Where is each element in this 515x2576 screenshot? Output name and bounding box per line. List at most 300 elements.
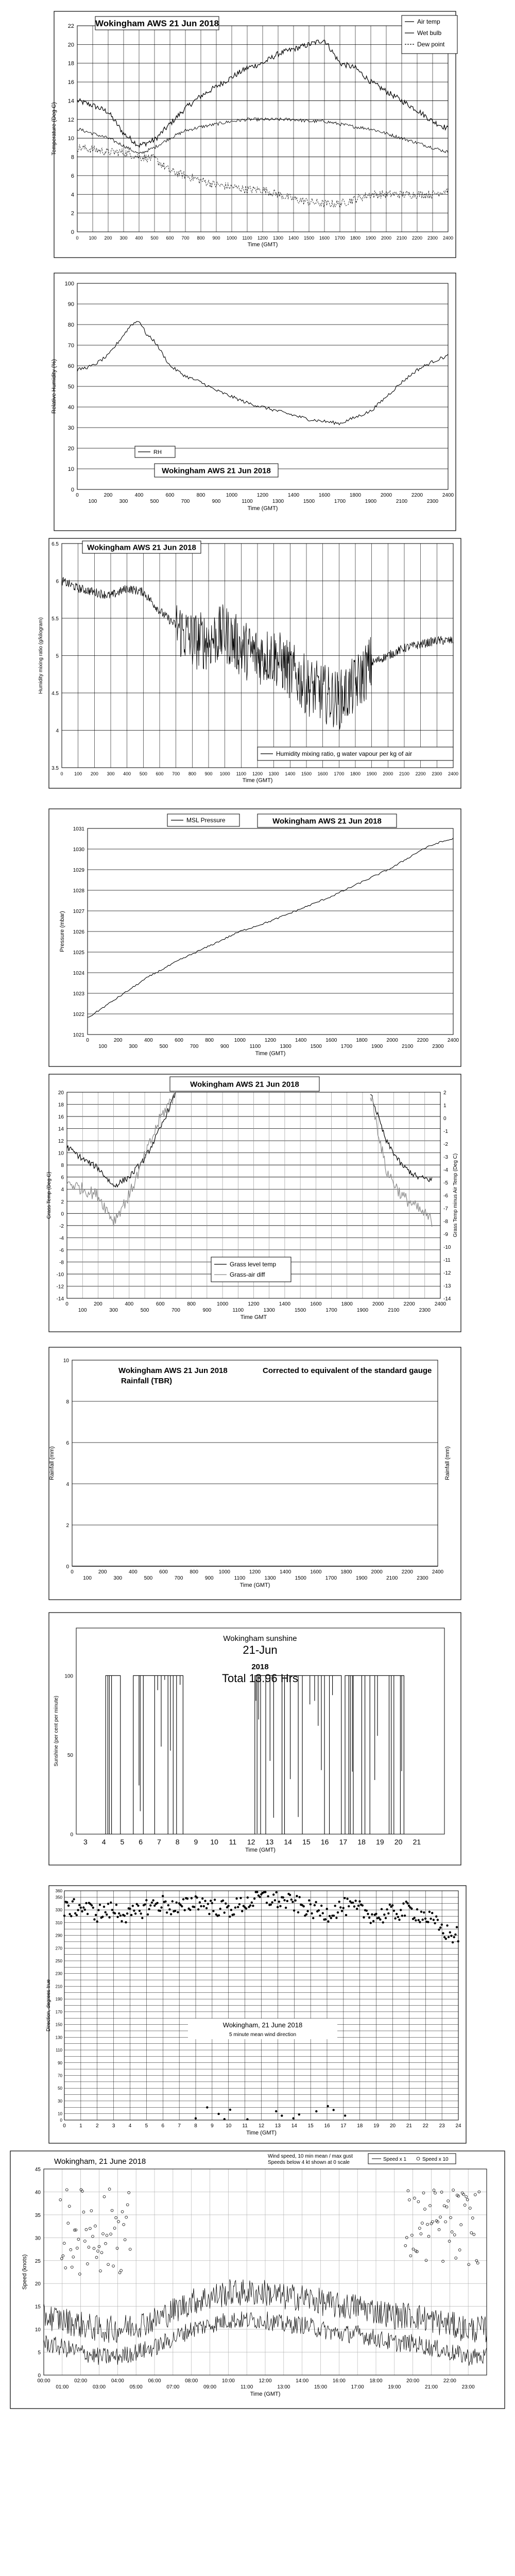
direction-point (419, 1921, 421, 1923)
direction-point (379, 1919, 381, 1921)
humidity-chart (51, 273, 456, 531)
x-tick-label: 17 (340, 2123, 347, 2129)
x-tick-label: 1700 (334, 235, 346, 241)
direction-point (352, 1902, 354, 1904)
direction-point (182, 1898, 184, 1900)
direction-point (420, 1911, 422, 1913)
y-tick-label: 330 (55, 1908, 62, 1913)
direction-point (214, 1899, 216, 1901)
direction-point (189, 1909, 191, 1911)
x-tick-label: 100 (83, 1575, 92, 1581)
x-tick-label: 23 (439, 2123, 445, 2129)
x-tick-label: 16:00 (332, 2378, 346, 2384)
y-tick-label: 4 (56, 728, 59, 734)
x-tick-label: 1000 (218, 1569, 230, 1575)
x-tick-label: 6 (139, 1838, 143, 1846)
direction-point (235, 1897, 237, 1900)
direction-point (327, 2105, 329, 2107)
y-tick-label: 270 (55, 1946, 62, 1951)
x-tick-label: 1300 (272, 235, 284, 241)
direction-point (181, 1905, 183, 1907)
x-tick-label: 200 (113, 1038, 123, 1043)
direction-point (144, 1903, 146, 1905)
y-tick-label: -12 (56, 1284, 64, 1290)
x-tick-label: 15 (302, 1838, 311, 1846)
direction-point (119, 1914, 122, 1917)
direction-point (84, 1909, 86, 1911)
direction-point (92, 1907, 94, 1909)
direction-point (237, 1906, 239, 1908)
x-tick-label: 0 (65, 1301, 68, 1307)
direction-point (110, 1902, 112, 1904)
x-tick-label: 18 (357, 1838, 366, 1846)
chart-title: Wokingham AWS 21 Jun 2018 (272, 817, 382, 826)
direction-point (141, 1917, 143, 1919)
direction-point (225, 1903, 227, 1905)
direction-point (439, 1926, 441, 1928)
x-tick-label: 5 (120, 1838, 125, 1846)
x-tick-label: 11 (229, 1838, 237, 1846)
direction-point (230, 1909, 232, 1911)
x-tick-label: 600 (165, 493, 175, 498)
direction-point (371, 1913, 373, 1916)
x-tick-label: 2000 (386, 1038, 398, 1043)
x-tick-label: 0 (71, 1569, 74, 1575)
y-tick-label-right: -11 (443, 1258, 451, 1263)
direction-point (381, 1908, 383, 1910)
x-tick-label: 1400 (288, 235, 299, 241)
x-tick-label: 2400 (448, 771, 459, 776)
chart-frame (10, 2151, 505, 2409)
legend-label: Dew point (417, 41, 445, 48)
y-axis-label: Temperature (Deg C) (51, 102, 57, 156)
y-tick-label: 210 (55, 1984, 62, 1989)
y-tick-label: 6.5 (52, 541, 59, 547)
y-tick-label: 0 (66, 1564, 69, 1570)
y-tick-label: 4 (71, 192, 74, 198)
y-tick-label: 18 (67, 60, 74, 67)
x-tick-label: 2400 (432, 1569, 444, 1575)
direction-point (256, 1891, 258, 1893)
direction-point (162, 1895, 164, 1897)
x-tick-label: 200 (104, 493, 113, 498)
x-tick-label: 1000 (226, 235, 237, 241)
direction-point (370, 1922, 372, 1924)
direction-point (446, 1924, 448, 1926)
y-tick-label: 8 (71, 154, 74, 161)
y-axis-label-right: Rainfall (mm) (444, 1446, 451, 1480)
x-tick-label: 2100 (388, 1308, 400, 1313)
x-axis-label: Time (GMT) (239, 1582, 270, 1588)
y-tick-label: 15 (35, 2304, 41, 2310)
x-tick-label: 2100 (386, 1575, 398, 1581)
y-tick-label: 30 (35, 2235, 41, 2242)
y-tick-label: 100 (64, 1673, 73, 1680)
direction-point (396, 1913, 398, 1915)
y-tick-label: 0 (71, 229, 74, 235)
direction-point (404, 1914, 406, 1917)
legend-label: Speed x 10 (422, 2157, 449, 2162)
direction-point (383, 1913, 385, 1916)
y-tick-label: 1030 (73, 847, 84, 853)
x-tick-label: 3 (83, 1838, 88, 1846)
chart-frame (54, 11, 456, 258)
y-tick-label: 10 (67, 135, 74, 142)
y-tick-label-right: -7 (443, 1206, 448, 1212)
direction-point (164, 1901, 166, 1903)
y-tick-label: 10 (58, 2111, 62, 2116)
x-tick-label: 3 (112, 2123, 115, 2129)
y-tick-label: 10 (58, 1150, 64, 1157)
x-tick-label: 1500 (303, 499, 315, 504)
direction-point (170, 1913, 172, 1915)
direction-point (105, 1911, 107, 1913)
y-tick-label: 5 (38, 2350, 41, 2356)
direction-point (70, 1915, 72, 1917)
y-tick-label-right: -8 (443, 1219, 448, 1225)
y-tick-label: 1021 (73, 1032, 84, 1038)
y-tick-label: 4.5 (52, 691, 59, 697)
y-tick-label: 1031 (73, 826, 84, 832)
x-tick-label: 1800 (356, 1038, 368, 1043)
y-tick-label: 20 (67, 42, 74, 48)
chart-frame (49, 1074, 461, 1332)
x-tick-label: 1900 (365, 235, 376, 241)
chart-date: 21-Jun (243, 1643, 278, 1656)
x-tick-label: 13 (274, 2123, 281, 2129)
y-tick-label: 70 (58, 2073, 62, 2078)
x-tick-label: 600 (175, 1038, 183, 1043)
direction-point (428, 1911, 431, 1913)
x-tick-label: 800 (188, 771, 196, 776)
direction-point (168, 1908, 170, 1910)
direction-point (101, 1916, 104, 1918)
x-tick-label: 1600 (319, 235, 330, 241)
y-tick-label: 1024 (73, 971, 84, 976)
x-tick-label: 0 (86, 1038, 89, 1043)
x-tick-label: 600 (159, 1569, 168, 1575)
x-tick-label: 900 (220, 1044, 229, 1049)
x-tick-label: 15 (307, 2123, 314, 2129)
y-tick-label: 130 (55, 2035, 62, 2040)
direction-point (229, 1916, 231, 1918)
direction-point (278, 1901, 280, 1903)
x-tick-label: 700 (171, 1308, 180, 1313)
chart-title: Wokingham AWS 21 Jun 2018 (95, 19, 219, 29)
x-tick-label: 15:00 (314, 2384, 328, 2390)
x-tick-label: 1 (79, 2123, 82, 2129)
x-tick-label: 21 (413, 1838, 421, 1846)
x-tick-label: 10 (210, 1838, 218, 1846)
direction-point (174, 1910, 176, 1912)
direction-point (441, 1924, 443, 1926)
y-tick-label: 5.5 (52, 616, 59, 622)
direction-point (356, 1908, 358, 1910)
x-tick-label: 0 (60, 771, 63, 776)
direction-point (66, 1901, 68, 1903)
x-tick-label: 19 (376, 1838, 384, 1846)
x-tick-label: 900 (212, 499, 221, 504)
direction-point (285, 1907, 287, 1909)
direction-point (140, 1912, 142, 1914)
x-tick-label: 1800 (349, 493, 362, 498)
direction-point (107, 1903, 109, 1905)
legend-label: Speed x 1 (383, 2157, 407, 2162)
direction-point (342, 1907, 345, 1909)
direction-point (314, 1904, 316, 1906)
x-tick-label: 20:00 (406, 2378, 420, 2384)
direction-point (415, 1919, 417, 1921)
direction-point (160, 1906, 162, 1908)
direction-point (279, 1905, 281, 1907)
direction-point (139, 1910, 141, 1912)
y-tick-label-right: -9 (443, 1232, 448, 1238)
chart-subtitle: Wind speed, 10 min mean / max gust (268, 2154, 353, 2159)
y-tick-label: 20 (58, 1090, 64, 1096)
direction-point (270, 1904, 272, 1906)
direction-point (103, 1906, 105, 1908)
y-tick-label-right: -13 (443, 1283, 451, 1289)
direction-point (333, 1914, 335, 1917)
x-tick-label: 1400 (279, 1301, 291, 1307)
x-tick-label: 500 (140, 1308, 149, 1313)
direction-point (450, 1935, 452, 1937)
direction-point (311, 1912, 313, 1914)
direction-point (433, 1919, 435, 1921)
direction-point (133, 1909, 135, 1911)
direction-point (272, 1893, 274, 1895)
x-tick-label: 1300 (280, 1044, 291, 1049)
x-tick-label: 12 (258, 2123, 265, 2129)
y-tick-label: 0 (70, 1832, 73, 1838)
x-tick-label: 06:00 (148, 2378, 161, 2384)
direction-point (205, 1907, 208, 1909)
direction-point (431, 1912, 433, 1914)
x-tick-label: 2400 (442, 235, 454, 241)
direction-point (295, 1900, 297, 1902)
direction-point (229, 2109, 231, 2111)
y-tick-label: 0 (60, 2118, 62, 2123)
direction-point (219, 1908, 221, 1910)
x-tick-label: 2200 (415, 771, 426, 776)
direction-point (289, 1894, 291, 1896)
x-tick-label: 1900 (371, 1044, 383, 1049)
x-tick-label: 800 (196, 493, 205, 498)
x-axis-label: Time (GMT) (250, 2391, 281, 2397)
direction-point (437, 1919, 439, 1921)
direction-point (367, 1913, 369, 1915)
direction-point (152, 1899, 154, 1901)
x-tick-label: 13 (265, 1838, 274, 1846)
direction-point (78, 1904, 80, 1906)
x-tick-label: 500 (139, 771, 147, 776)
direction-point (382, 1921, 384, 1923)
x-axis-label: Time GMT (240, 1314, 267, 1320)
direction-point (153, 1905, 156, 1907)
x-tick-label: 100 (98, 1044, 107, 1049)
direction-point (176, 1902, 178, 1904)
y-axis-label: Grass Temp (Deg C) (46, 1172, 52, 1219)
direction-point (297, 1911, 299, 1913)
direction-point (208, 1913, 210, 1915)
x-tick-label: 16 (320, 1838, 329, 1846)
x-tick-label: 1100 (242, 499, 253, 504)
wind-speed-chart (10, 2151, 505, 2409)
x-tick-label: 200 (94, 1301, 102, 1307)
direction-point (418, 1919, 420, 1921)
direction-point (339, 1906, 341, 1908)
direction-point (238, 1903, 241, 1905)
x-tick-label: 2200 (401, 1569, 413, 1575)
y-axis-label-right: Grass Temp minus Air Temp (Deg C) (453, 1153, 458, 1238)
y-tick-label: 150 (55, 2022, 62, 2027)
y-tick-label: 25 (35, 2258, 41, 2264)
x-tick-label: 10 (226, 2123, 232, 2129)
x-tick-label: 1700 (334, 771, 345, 776)
direction-point (234, 1906, 236, 1908)
x-tick-label: 400 (135, 235, 143, 241)
y-tick-label: 35 (35, 2212, 41, 2218)
x-tick-label: 1700 (325, 1575, 337, 1581)
x-tick-label: 1100 (236, 771, 247, 776)
x-tick-label: 200 (104, 235, 112, 241)
direction-point (372, 1920, 374, 1922)
direction-point (121, 1920, 123, 1922)
direction-point (96, 1920, 98, 1922)
x-tick-label: 1300 (264, 1575, 276, 1581)
x-tick-label: 600 (166, 235, 174, 241)
temperature-chart (51, 11, 457, 258)
direction-point (453, 1936, 455, 1938)
x-tick-label: 2200 (411, 235, 423, 241)
direction-point (299, 1896, 301, 1898)
direction-point (211, 1902, 213, 1904)
direction-point (303, 1905, 305, 1907)
y-tick-label: 1022 (73, 1012, 84, 1018)
x-tick-label: 7 (157, 1838, 161, 1846)
direction-point (193, 1906, 195, 1908)
x-tick-label: 1200 (257, 235, 268, 241)
direction-point (358, 1900, 360, 1902)
x-axis-label: Time (GMT) (246, 2130, 277, 2136)
direction-point (291, 1901, 294, 1903)
direction-point (423, 1911, 425, 1913)
direction-point (95, 1914, 97, 1916)
direction-point (227, 1905, 229, 1907)
x-tick-label: 2300 (419, 1308, 431, 1313)
direction-point (438, 1928, 440, 1930)
direction-point (241, 1910, 243, 1912)
direction-point (118, 1912, 120, 1914)
direction-point (327, 1920, 329, 1922)
x-tick-label: 700 (181, 499, 190, 504)
x-tick-label: 2100 (402, 1044, 414, 1049)
y-tick-label: 310 (55, 1920, 62, 1925)
direction-point (324, 1918, 327, 1920)
direction-point (386, 1908, 388, 1910)
y-tick-label: 10 (63, 1358, 69, 1364)
x-tick-label: 300 (119, 235, 128, 241)
direction-point (137, 1905, 139, 1907)
chart-title: Wokingham AWS 21 Jun 2018 (162, 466, 271, 476)
direction-point (167, 1904, 169, 1906)
y-axis-label: Direction, degrees true (46, 1979, 52, 2032)
direction-point (397, 1916, 399, 1918)
direction-point (203, 1905, 205, 1907)
chart-title: Wokingham, 21 June 2018 (54, 2157, 146, 2166)
x-tick-label: 400 (134, 493, 144, 498)
y-tick-label: 14 (58, 1126, 64, 1132)
direction-point (199, 1901, 201, 1903)
x-tick-label: 1100 (249, 1044, 261, 1049)
y-tick-label: 360 (55, 1889, 62, 1893)
direction-point (204, 1900, 206, 1902)
direction-point (274, 1899, 276, 1901)
x-tick-label: 700 (190, 1044, 199, 1049)
direction-point (282, 1896, 284, 1899)
x-tick-label: 5 (145, 2123, 148, 2129)
x-tick-label: 1500 (295, 1575, 306, 1581)
x-tick-label: 2400 (442, 493, 454, 498)
direction-point (310, 1903, 312, 1905)
x-axis-label: Time (GMT) (247, 242, 278, 248)
direction-point (177, 1911, 179, 1913)
chart-frame (49, 1347, 461, 1600)
mixing-ratio-chart (38, 538, 461, 788)
direction-point (87, 1913, 89, 1915)
y-tick-label: 1027 (73, 909, 84, 914)
y-tick-label-right: -5 (443, 1180, 448, 1186)
y-tick-label-right: -6 (443, 1193, 448, 1199)
x-tick-label: 23:00 (461, 2384, 475, 2390)
direction-point (363, 1917, 365, 1919)
x-tick-label: 22:00 (443, 2378, 456, 2384)
direction-point (375, 1913, 377, 1915)
y-tick-label: 3.5 (52, 766, 59, 771)
x-tick-label: 18:00 (369, 2378, 383, 2384)
y-tick-label: 0 (38, 2373, 41, 2379)
y-tick-label: 1029 (73, 868, 84, 873)
direction-point (286, 1900, 288, 1902)
direction-point (212, 1910, 214, 1912)
chart-frame (49, 809, 461, 1066)
direction-point (277, 1906, 279, 1908)
direction-point (330, 1917, 332, 1919)
direction-point (99, 1904, 101, 1906)
direction-point (245, 1907, 247, 1909)
y-tick-label-right: -12 (443, 1270, 451, 1276)
x-tick-label: 2300 (426, 499, 439, 504)
direction-point (333, 2109, 335, 2111)
x-tick-label: 900 (204, 1575, 214, 1581)
direction-point (200, 1905, 202, 1907)
direction-point (145, 1899, 147, 1901)
direction-point (394, 1917, 396, 1919)
y-tick-label-right: 0 (443, 1116, 447, 1122)
direction-point (401, 1914, 403, 1917)
x-tick-label: 08:00 (185, 2378, 198, 2384)
x-tick-label: 1100 (242, 235, 252, 241)
direction-point (222, 1900, 224, 1902)
direction-point (308, 1900, 310, 1902)
x-tick-label: 900 (204, 771, 213, 776)
y-tick-label: 30 (58, 2098, 62, 2104)
direction-point (315, 2110, 317, 2112)
direction-point (125, 1921, 127, 1923)
x-tick-label: 1700 (325, 1308, 337, 1313)
legend-label: MSL Pressure (186, 817, 226, 824)
y-tick-label-right: -14 (443, 1296, 451, 1302)
